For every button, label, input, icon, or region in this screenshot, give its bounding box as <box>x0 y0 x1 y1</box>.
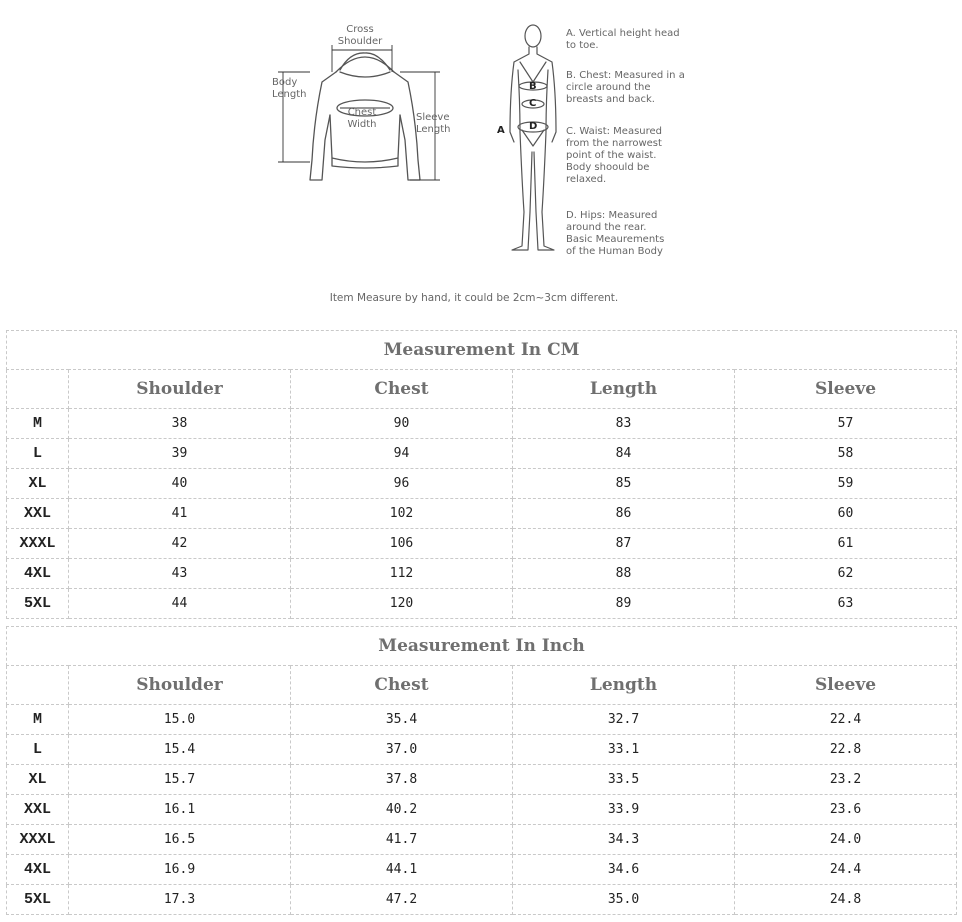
length-cell: 88 <box>513 559 735 589</box>
chest-cell: 94 <box>291 439 513 469</box>
chest-cell: 41.7 <box>291 825 513 855</box>
chest-cell: 40.2 <box>291 795 513 825</box>
length-cell: 89 <box>513 589 735 619</box>
table-row <box>7 855 957 885</box>
sleeve-cell: 62 <box>735 559 957 589</box>
length-cell: 83 <box>513 409 735 439</box>
size-cell: XXL <box>7 499 69 529</box>
header-sleeve: Sleeve <box>735 666 957 705</box>
body-letter-d: D <box>529 121 538 132</box>
description-b: B. Chest: Measured in a circle around the breasts and back. <box>566 70 685 105</box>
body-illustration <box>500 22 565 254</box>
body-letter-b: B <box>529 81 537 92</box>
table-row <box>7 439 957 469</box>
header-chest: Chest <box>291 370 513 409</box>
size-cell: 4XL <box>7 855 69 885</box>
sleeve-cell: 22.8 <box>735 735 957 765</box>
size-cell: M <box>7 705 69 735</box>
length-cell: 33.9 <box>513 795 735 825</box>
table-row <box>7 825 957 855</box>
table-row <box>7 765 957 795</box>
length-cell: 86 <box>513 499 735 529</box>
sleeve-cell: 61 <box>735 529 957 559</box>
table-title: Measurement In Inch <box>7 627 957 666</box>
shoulder-cell: 15.0 <box>69 705 291 735</box>
header-chest: Chest <box>291 666 513 705</box>
chest-width-label: Chest Width <box>347 107 377 130</box>
length-cell: 84 <box>513 439 735 469</box>
shoulder-cell: 42 <box>69 529 291 559</box>
body-length-label: Body Length <box>272 77 307 100</box>
chest-cell: 37.0 <box>291 735 513 765</box>
table-row <box>7 735 957 765</box>
shoulder-cell: 39 <box>69 439 291 469</box>
chest-cell: 47.2 <box>291 885 513 915</box>
length-cell: 85 <box>513 469 735 499</box>
chest-cell: 35.4 <box>291 705 513 735</box>
header-sleeve: Sleeve <box>735 370 957 409</box>
sleeve-cell: 22.4 <box>735 705 957 735</box>
header-row <box>7 370 957 409</box>
sleeve-cell: 57 <box>735 409 957 439</box>
shoulder-cell: 44 <box>69 589 291 619</box>
size-cell: XXXL <box>7 529 69 559</box>
sleeve-cell: 63 <box>735 589 957 619</box>
sleeve-cell: 59 <box>735 469 957 499</box>
size-table-cm <box>6 330 957 619</box>
description-c: C. Waist: Measured from the narrowest point of the waist. Body shoould be relaxed. <box>566 126 663 185</box>
table-row <box>7 559 957 589</box>
table-row <box>7 589 957 619</box>
shoulder-cell: 16.9 <box>69 855 291 885</box>
length-cell: 33.1 <box>513 735 735 765</box>
cross-shoulder-label: Cross Shoulder <box>337 24 383 47</box>
length-cell: 34.6 <box>513 855 735 885</box>
sleeve-cell: 24.0 <box>735 825 957 855</box>
size-cell: 5XL <box>7 589 69 619</box>
chest-cell: 112 <box>291 559 513 589</box>
table-row <box>7 529 957 559</box>
header-shoulder: Shoulder <box>69 370 291 409</box>
shoulder-cell: 17.3 <box>69 885 291 915</box>
header-corner <box>7 370 69 409</box>
table-row <box>7 795 957 825</box>
shoulder-cell: 43 <box>69 559 291 589</box>
length-cell: 32.7 <box>513 705 735 735</box>
sleeve-length-label: Sleeve Length <box>416 112 451 135</box>
shoulder-cell: 16.1 <box>69 795 291 825</box>
chest-cell: 120 <box>291 589 513 619</box>
header-length: Length <box>513 370 735 409</box>
sleeve-cell: 24.4 <box>735 855 957 885</box>
description-a: A. Vertical height head to toe. <box>566 28 680 51</box>
length-cell: 87 <box>513 529 735 559</box>
shoulder-cell: 40 <box>69 469 291 499</box>
chest-cell: 37.8 <box>291 765 513 795</box>
size-table-inch <box>6 626 957 915</box>
chest-cell: 102 <box>291 499 513 529</box>
size-cell: 4XL <box>7 559 69 589</box>
sleeve-cell: 23.6 <box>735 795 957 825</box>
sleeve-cell: 24.8 <box>735 885 957 915</box>
shoulder-cell: 16.5 <box>69 825 291 855</box>
size-cell: XL <box>7 765 69 795</box>
sleeve-cell: 23.2 <box>735 765 957 795</box>
header-shoulder: Shoulder <box>69 666 291 705</box>
chest-cell: 44.1 <box>291 855 513 885</box>
size-cell: 5XL <box>7 885 69 915</box>
measurement-diagram <box>0 0 962 320</box>
length-cell: 33.5 <box>513 765 735 795</box>
table-row <box>7 499 957 529</box>
header-length: Length <box>513 666 735 705</box>
sleeve-cell: 60 <box>735 499 957 529</box>
size-cell: L <box>7 439 69 469</box>
length-cell: 35.0 <box>513 885 735 915</box>
measure-note: Item Measure by hand, it could be 2cm~3cm different. <box>329 292 619 304</box>
description-d: D. Hips: Measured around the rear. Basic Meaurements of the Human Body <box>566 210 665 257</box>
table-row <box>7 885 957 915</box>
shoulder-cell: 15.7 <box>69 765 291 795</box>
sleeve-cell: 58 <box>735 439 957 469</box>
header-corner <box>7 666 69 705</box>
header-row <box>7 666 957 705</box>
size-cell: XL <box>7 469 69 499</box>
chest-cell: 96 <box>291 469 513 499</box>
shoulder-cell: 38 <box>69 409 291 439</box>
size-cell: M <box>7 409 69 439</box>
chest-cell: 90 <box>291 409 513 439</box>
size-cell: L <box>7 735 69 765</box>
size-cell: XXXL <box>7 825 69 855</box>
table-row <box>7 409 957 439</box>
body-letter-c: C <box>529 98 537 109</box>
table-row <box>7 469 957 499</box>
body-letter-a: A <box>497 125 505 136</box>
shoulder-cell: 15.4 <box>69 735 291 765</box>
table-row <box>7 705 957 735</box>
length-cell: 34.3 <box>513 825 735 855</box>
chest-cell: 106 <box>291 529 513 559</box>
size-cell: XXL <box>7 795 69 825</box>
shoulder-cell: 41 <box>69 499 291 529</box>
table-title: Measurement In CM <box>7 331 957 370</box>
